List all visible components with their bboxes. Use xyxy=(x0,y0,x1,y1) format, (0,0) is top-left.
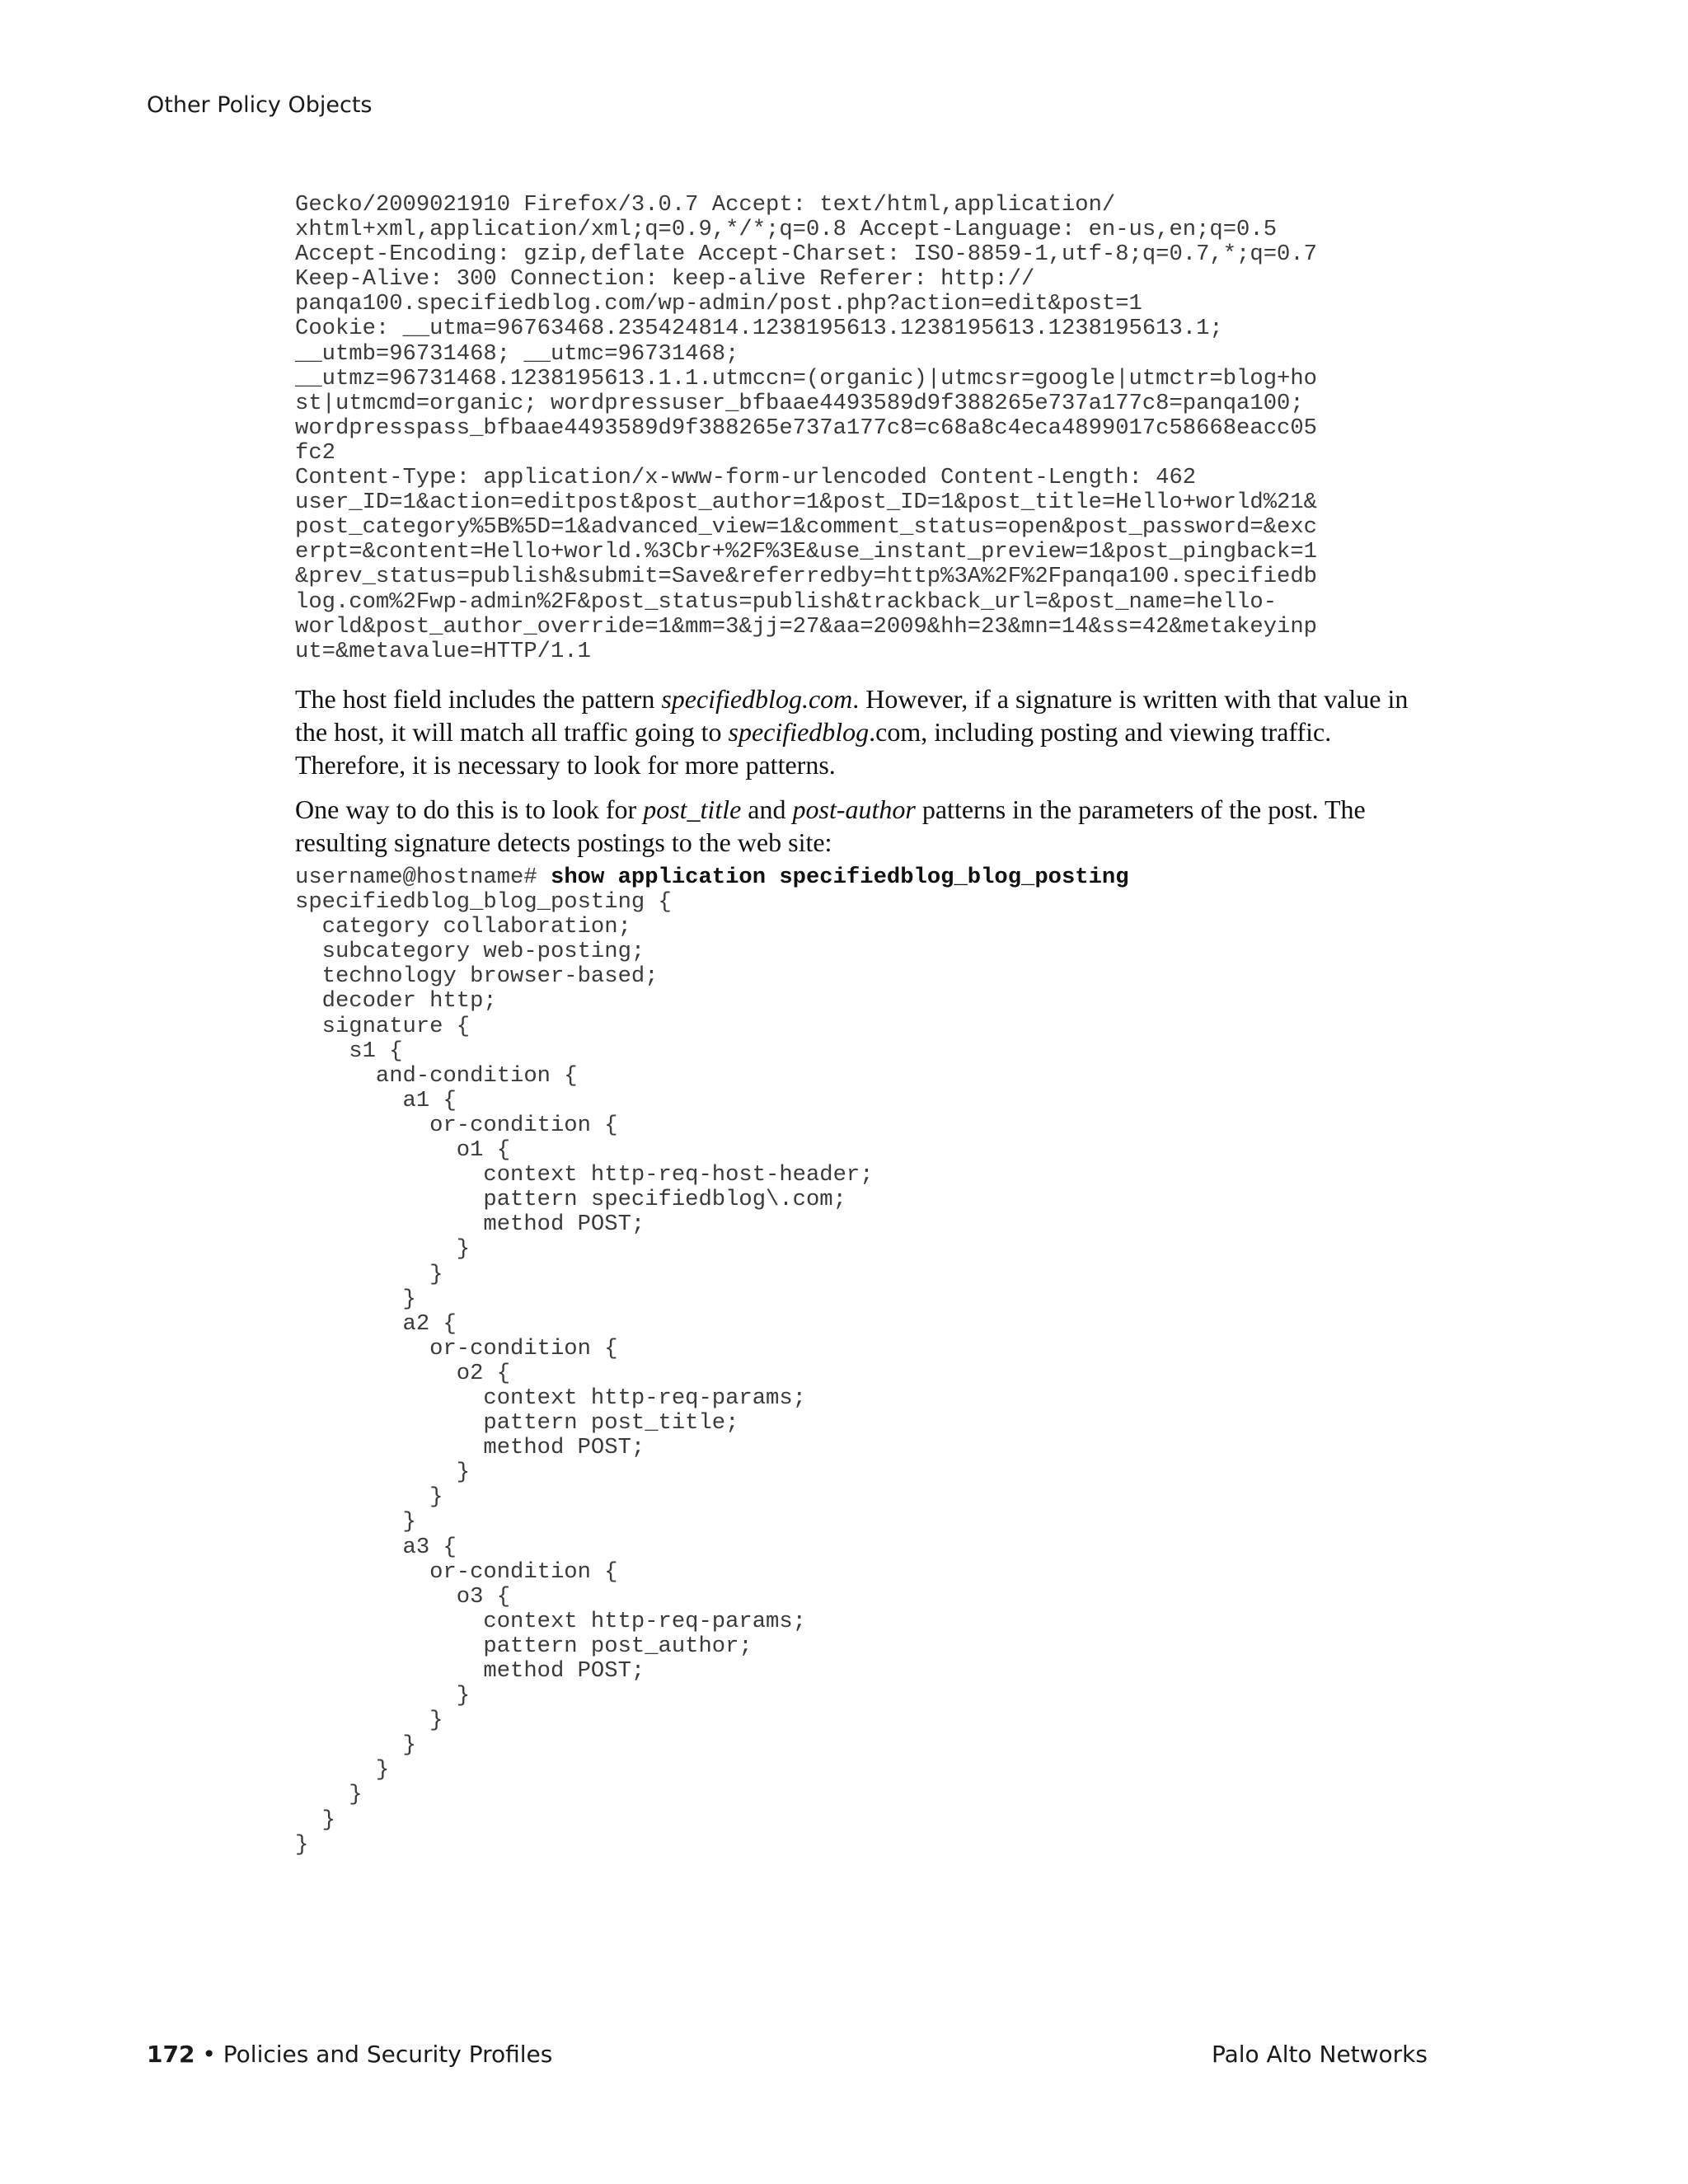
paragraph-signature-intro xyxy=(295,793,1432,859)
page-content xyxy=(295,193,1432,1858)
paragraph-host-pattern xyxy=(295,682,1432,781)
running-header: Other Policy Objects xyxy=(147,92,373,118)
page-number: 172 xyxy=(147,2041,195,2068)
chapter-title: Policies and Security Profiles xyxy=(223,2041,553,2068)
page-footer-left xyxy=(147,2041,552,2068)
footer-bullet: • xyxy=(195,2041,223,2068)
paragraph-text: . However, if a signature is written with that value in the host, it will match all traffic going to xyxy=(295,684,1409,747)
paragraph-emphasis: post_title xyxy=(643,794,742,824)
cli-prompt: username@hostname# xyxy=(295,865,551,890)
paragraph-emphasis: specifiedblog xyxy=(728,717,870,747)
signature-config-code-block xyxy=(295,865,1432,1858)
paragraph-text: One way to do this is to look for xyxy=(295,794,644,824)
http-request-code-block: Gecko/2009021910 Firefox/3.0.7 Accept: text/html,application/ xhtml+xml,application/xml;q=0.9,*/*;q=0.8 Accept-Language: en-us,en;q=0.5 Accept-Encoding: gzip,deflate Accept-Charset: ISO-8859-1,utf-8;q=0.7,*;q=0.7 Keep-Alive: 300 Connection: keep-alive Referer: http:// panqa100.specifiedblog.com/wp-admin/post.php?action=edit&post=1 Cookie: __utma=96763468.235424814.1238195613.1238195613.1238195613.1; __utmb=96731468; __utmc=96731468; __utmz=96731468.1238195613.1.1.utmccn=(organic)|utmcsr=google|utmctr=blog+ho st|utmcmd=organic; wordpressuser_bfbaae4493589d9f388265e737a177c8=panqa100; wordpresspass_bfbaae4493589d9f388265e737a177c8=c68a8c4eca4899017c58668eacc05 fc2 Content-Type: application/x-www-form-urlencoded Content-Length: 462 user_ID=1&action=editpost&post_author=1&post_ID=1&post_title=Hello+world%21& post_category%5B%5D=1&advanced_view=1&comment_status=open&post_password=&exc erpt=&content=Hello+world.%3Cbr+%2F%3E&use_instant_preview=1&post_pingback=1 &prev_status=publish&submit=Save&referredby=http%3A%2F%2Fpanqa100.specifiedb log.com%2Fwp-admin%2F&post_status=publish&trackback_url=&post_name=hello- world&post_author_override=1&mm=3&jj=27&aa=2009&hh=23&mn=14&ss=42&metakeyinp ut=&metavalue=HTTP/1.1 xyxy=(295,192,1317,664)
paragraph-emphasis: specifiedblog.com xyxy=(661,684,853,714)
cli-command: show application specifiedblog_blog_posting xyxy=(551,865,1129,890)
paragraph-emphasis: post-author xyxy=(792,794,916,824)
signature-config-body: specifiedblog_blog_posting { category collaboration; subcategory web-posting; technology browser-based; decoder http; signature { s1 { and-condition { a1 { or-condition { o1 { context http-req-host-header; pattern specifiedblog\.com; method POST; } } } a2 { or-condition { o2 { context http-req-params; pattern post_title; method POST; } } } a3 { or-condition { o3 { context http-req-params; pattern post_author; method POST; } } } } } } } xyxy=(295,889,874,1858)
company-name: Palo Alto Networks xyxy=(1211,2041,1428,2068)
paragraph-text: The host field includes the pattern xyxy=(295,684,662,714)
paragraph-text: and xyxy=(741,794,793,824)
paragraph-text: patterns in the parameters of the post. The resulting signature detects postings to the web site: xyxy=(295,794,1366,857)
paragraph-text: .com, including posting and viewing traffic. Therefore, it is necessary to look for more patterns. xyxy=(295,717,1332,780)
